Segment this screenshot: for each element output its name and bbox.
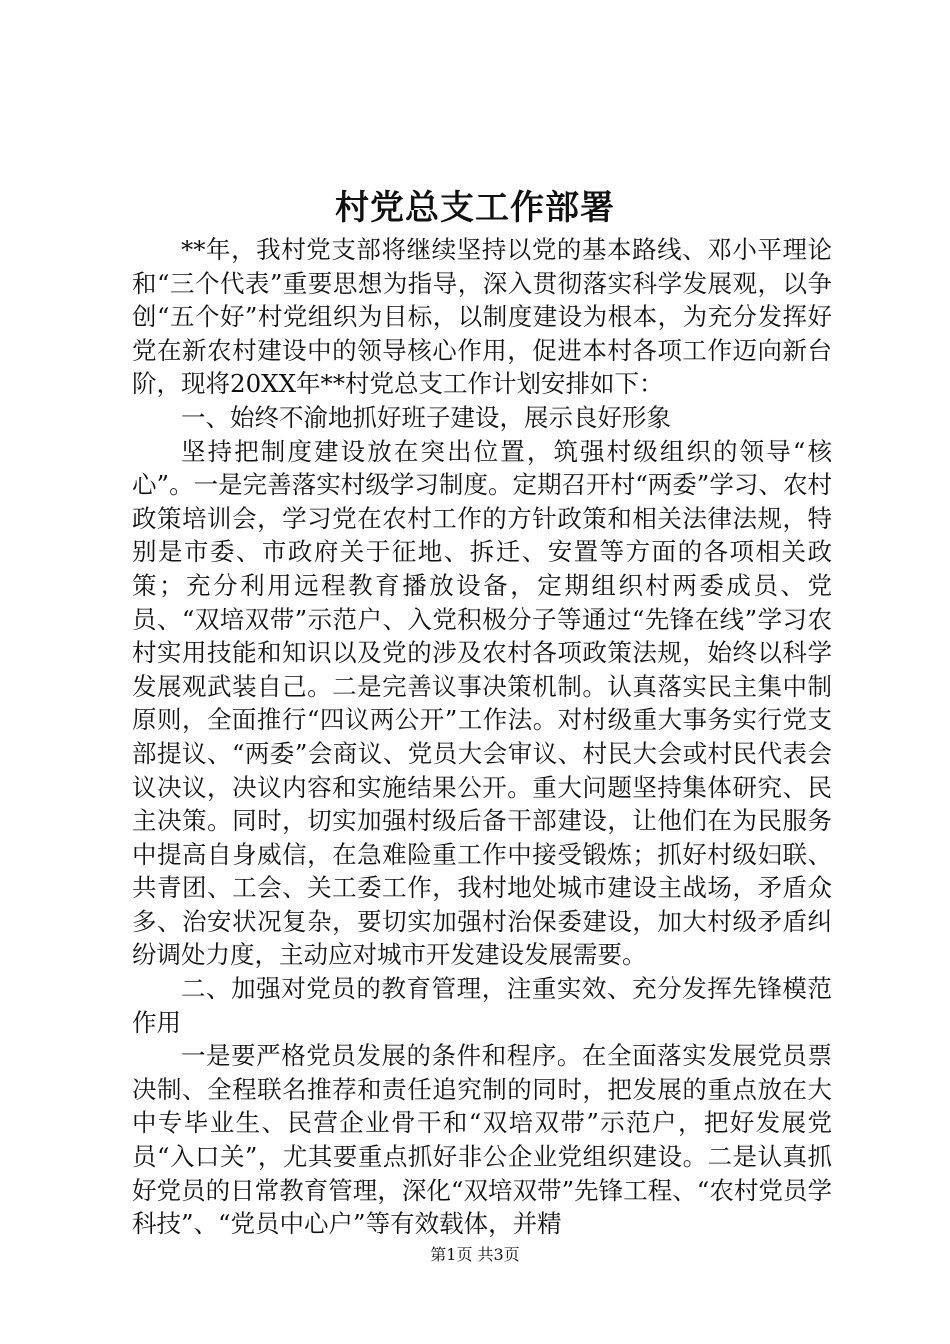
section-heading-1: 一、始终不渝地抓好班子建设，展示良好形象 (181, 402, 671, 432)
document-title: 村党总支工作部署 (335, 188, 615, 228)
paragraph-intro: **年，我村党支部将继续坚持以党的基本路线、邓小平理论和“三个代表”重要思想为指导，深入贯彻落实科学发展观，以争创“五个好”村党组织为目标，以制度建设为根本，为充分发挥好党在新农村建设中的领导核心作用，促进本村各项工作迈向新台阶，现将20XX年**村党总支工作计划安排如下： (132, 235, 832, 399)
paragraph-section-1: 坚持把制度建设放在突出位置，筑强村级组织的领导“核心”。一是完善落实村级学习制度。定期召开村“两委”学习、农村政策培训会，学习党在农村工作的方针政策和相关法律法规，特别是市委、市政府关于征地、拆迁、安置等方面的各项相关政策；充分利用远程教育播放设备，定期组织村两委成员、党员、“双培双带”示范户、入党积极分子等通过“先锋在线”学习农村实用技能和知识以及党的涉及农村各项政策法规，始终以科学发展观武装自己。二是完善议事决策机制。认真落实民主集中制原则，全面推行“四议两公开”工作法。对村级重大事务实行党支部提议、“两委”会商议、党员大会审议、村民大会或村民代表会议决议，决议内容和实施结果公开。重大问题坚持集体研究、民主决策。同时，切实加强村级后备干部建设，让他们在为民服务中提高自身威信，在急难险重工作中接受锻炼；抓好村级妇联、共青团、工会、关工委工作，我村地处城市建设主战场，矛盾众多、治安状况复杂，要切实加强村治保委建设，加大村级矛盾纠纷调处力度，主动应对城市开发建设发展需要。 (132, 436, 832, 970)
paragraph-section-2: 一是要严格党员发展的条件和程序。在全面落实发展党员票决制、全程联名推荐和责任追究制的同时，把发展的重点放在大中专毕业生、民营企业骨干和“双培双带”示范户，把好发展党员“入口关”，尤其要重点抓好非公企业党组织建设。二是认真抓好党员的日常教育管理，深化“双培双带”先锋工程、“农村党员学科技”、“党员中心户”等有效载体，并精 (132, 1041, 832, 1239)
document-body (132, 233, 832, 1241)
page-number-footer: 第1页 共3页 (430, 1245, 520, 1264)
section-heading-2: 二、加强对党员的教育管理，注重实效、充分发挥先锋模范作用 (132, 974, 832, 1037)
